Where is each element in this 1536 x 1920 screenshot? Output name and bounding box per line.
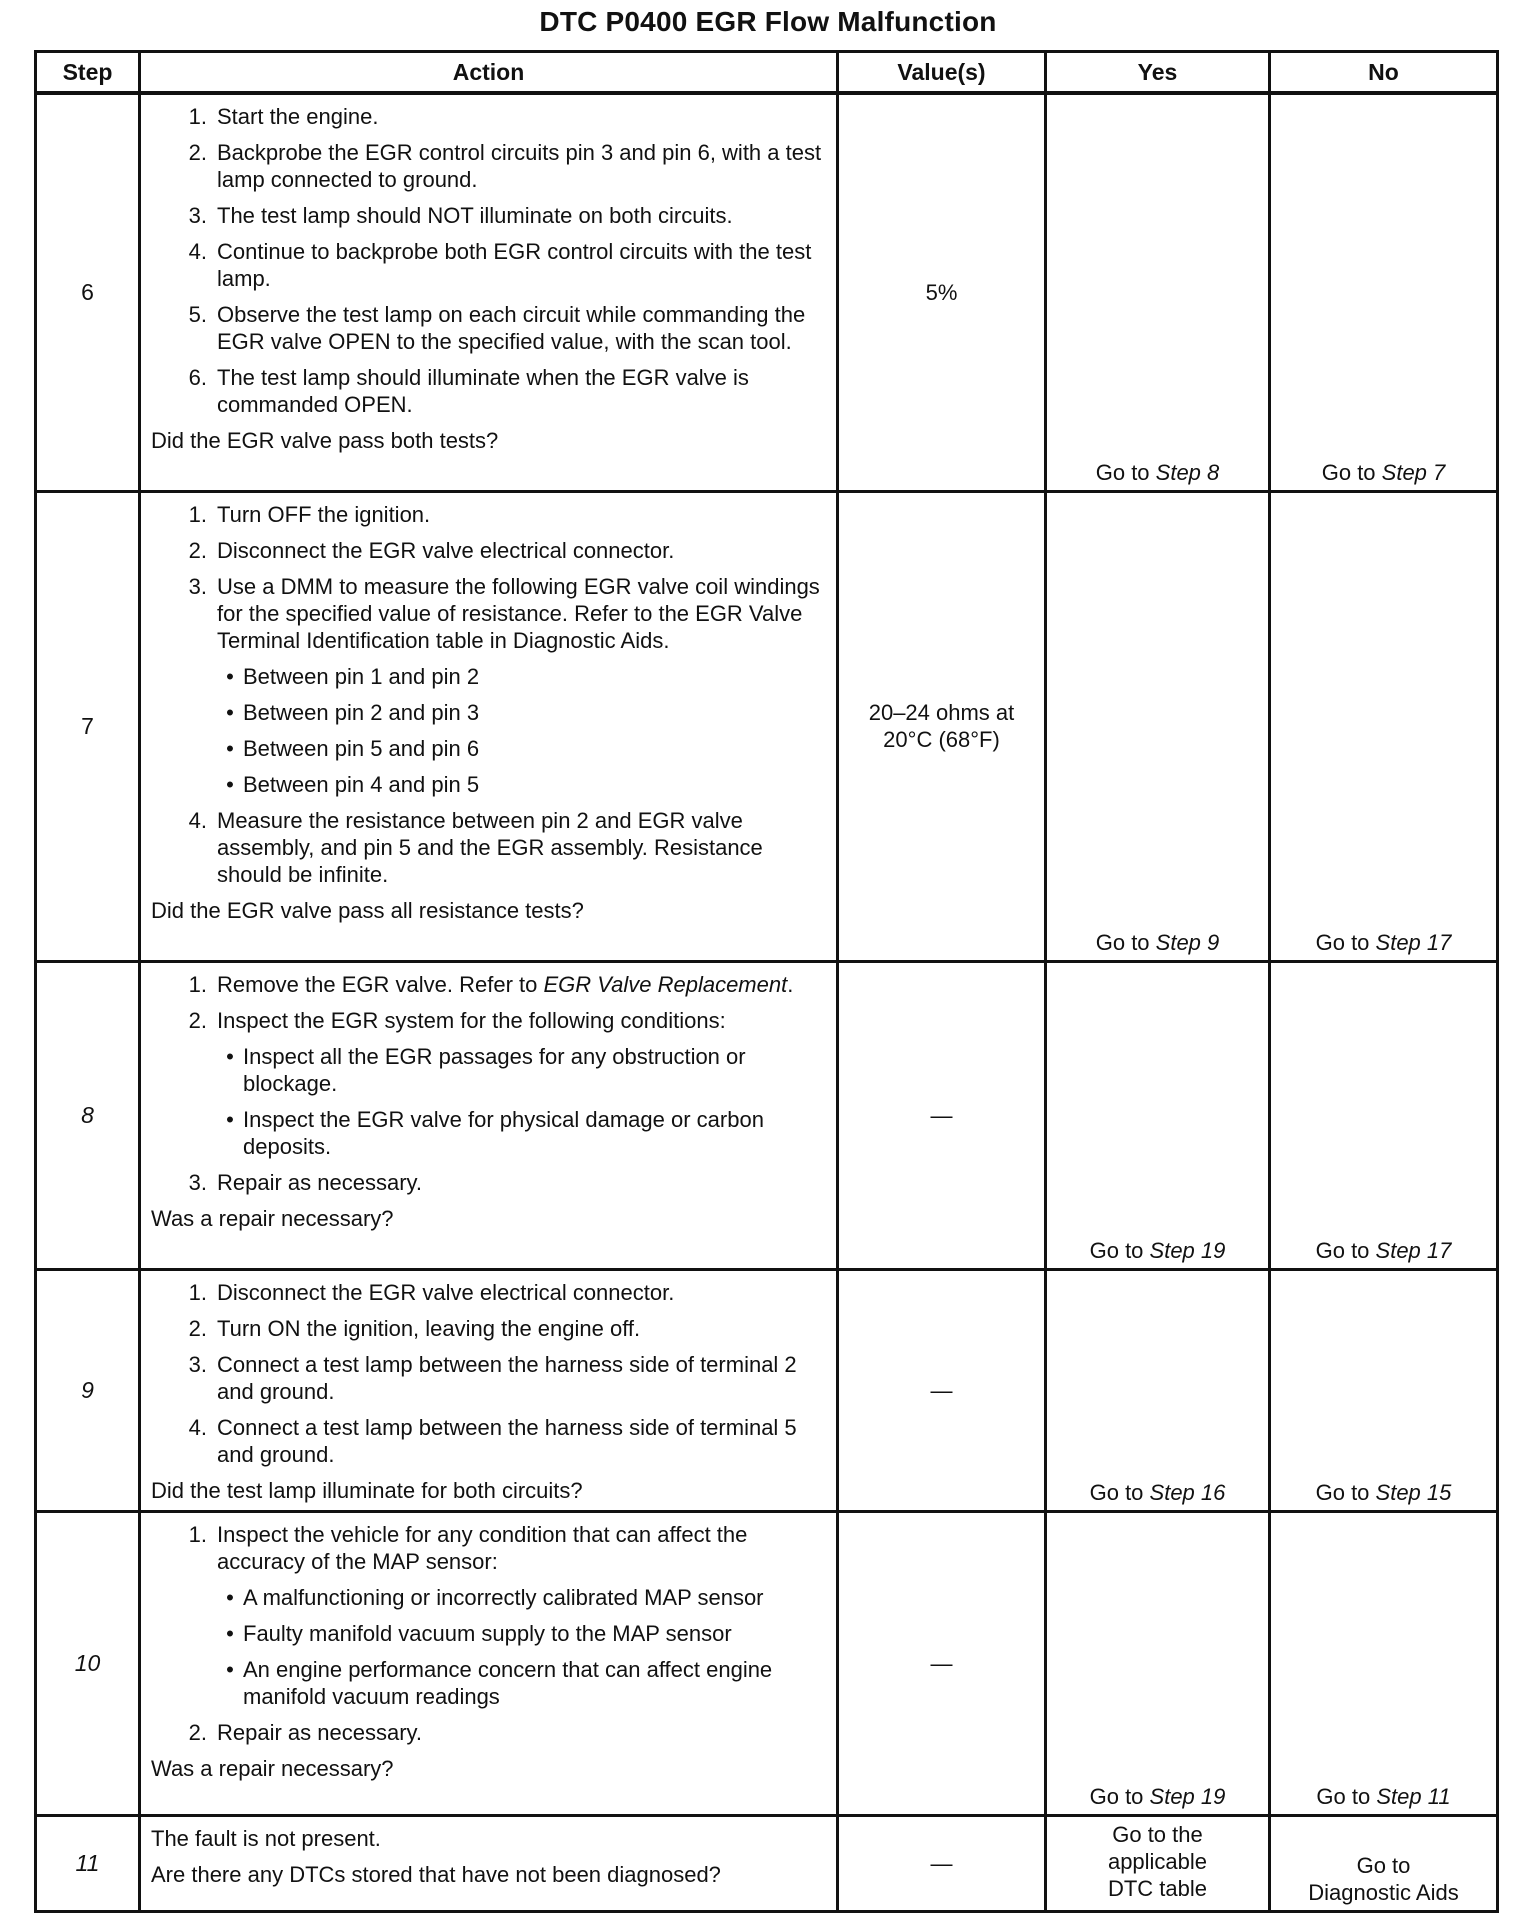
section-reference: EGR Valve Replacement <box>543 971 788 997</box>
value-cell: — <box>838 1511 1046 1815</box>
action-question: Was a repair necessary? <box>151 1205 394 1231</box>
step-number-label: 2. <box>188 537 207 563</box>
action-cell <box>140 491 838 961</box>
bullet-item: • Inspect the EGR valve for physical damage or carbon deposits. <box>226 1106 764 1159</box>
step-number-label: 4. <box>188 807 207 833</box>
no-line: Go to <box>1356 1852 1411 1878</box>
header-action: Action <box>140 52 838 94</box>
action-step: 4. Connect a test lamp between the harness side of terminal 5 and ground. <box>151 1414 826 1468</box>
yes-cell: Go to Step 19 <box>1046 961 1270 1269</box>
page-title: DTC P0400 EGR Flow Malfunction <box>539 6 997 37</box>
action-step: 1. Turn OFF the ignition. <box>151 501 826 528</box>
step-number-label: 1. <box>188 1521 207 1547</box>
step-number-label: 4. <box>188 239 207 264</box>
value-cell: — <box>838 1269 1046 1511</box>
bullet-item: • Faulty manifold vacuum supply to the MAP sensor <box>226 1620 732 1646</box>
yes-cell: Go to Step 9 <box>1046 491 1270 961</box>
value-line: 20°C (68°F) <box>883 727 1000 752</box>
yes-line: applicable <box>1107 1848 1208 1874</box>
no-line: Diagnostic Aids <box>1308 1879 1459 1905</box>
step-number: 6 <box>36 93 140 491</box>
no-cell: Go to Step 17 <box>1270 961 1498 1269</box>
no-cell: Go to Step 7 <box>1270 93 1498 491</box>
yes-cell: Go to Step 8 <box>1046 93 1270 491</box>
bullet-item: • Between pin 2 and pin 3 <box>226 699 480 725</box>
step-number-label: 1. <box>188 971 207 997</box>
action-line: The fault is not present. <box>151 1825 381 1851</box>
action-step: 2. Turn ON the ignition, leaving the engine off. <box>151 1315 826 1342</box>
yes-line: DTC table <box>1107 1875 1208 1901</box>
header-value: Value(s) <box>838 52 1046 94</box>
action-step: 1. Inspect the vehicle for any condition that can affect the accuracy of the MAP sensor: <box>151 1521 826 1575</box>
step-reference: Step 19 <box>1149 1237 1226 1263</box>
value-cell: — <box>838 961 1046 1269</box>
action-question: Did the EGR valve pass both tests? <box>151 428 499 453</box>
yes-cell: Go to Step 16 <box>1046 1269 1270 1511</box>
action-step: 3. The test lamp should NOT illuminate on both circuits. <box>151 202 826 229</box>
no-cell: Go to Step 11 <box>1270 1511 1498 1815</box>
action-cell <box>140 1815 838 1911</box>
action-step: 2. Inspect the EGR system for the following conditions: <box>151 1007 826 1034</box>
action-step: 1. Disconnect the EGR valve electrical connector. <box>151 1279 826 1306</box>
step-reference: Step 8 <box>1155 459 1220 485</box>
step-number-label: 4. <box>188 1414 207 1440</box>
step-number-label: 5. <box>188 302 207 327</box>
action-step: 4. Measure the resistance between pin 2 and EGR valve assembly, and pin 5 and the EGR assembly. Resistance should be infinite. <box>151 807 826 888</box>
step-reference: Step 19 <box>1149 1783 1226 1809</box>
diagnostic-table <box>34 50 1499 1913</box>
action-step: 1. Start the engine. <box>151 103 826 130</box>
value-cell <box>838 491 1046 961</box>
value-cell: — <box>838 1815 1046 1911</box>
step-number-label: 3. <box>188 1169 207 1195</box>
yes-cell: Go to Step 19 <box>1046 1511 1270 1815</box>
bullet-item: • A malfunctioning or incorrectly calibrated MAP sensor <box>226 1584 764 1610</box>
step-number-label: 1. <box>188 1279 207 1305</box>
step-number-label: 3. <box>188 573 207 599</box>
action-step: 2. Repair as necessary. <box>151 1719 826 1746</box>
step-reference: Step 16 <box>1149 1479 1226 1505</box>
table-row <box>36 961 1498 1269</box>
step-number: 10 <box>36 1511 140 1815</box>
action-step: 6. The test lamp should illuminate when the EGR valve is commanded OPEN. <box>151 364 826 418</box>
action-step: 3. Repair as necessary. <box>151 1169 826 1196</box>
step-reference: Step 17 <box>1375 1237 1452 1263</box>
step-number-label: 1. <box>188 104 207 129</box>
bullet-item: • Between pin 4 and pin 5 <box>226 771 480 797</box>
table-row <box>36 1511 1498 1815</box>
action-step: 1. Remove the EGR valve. Refer to EGR Valve Replacement. <box>151 971 826 998</box>
step-number: 9 <box>36 1269 140 1511</box>
bullet-item: • Between pin 5 and pin 6 <box>226 735 480 761</box>
action-cell <box>140 961 838 1269</box>
no-cell: Go to Step 15 <box>1270 1269 1498 1511</box>
header-step: Step <box>36 52 140 94</box>
table-row <box>36 491 1498 961</box>
value-line: 20–24 ohms at <box>868 700 1015 725</box>
yes-line: Go to the <box>1112 1821 1203 1847</box>
header-yes: Yes <box>1046 52 1270 94</box>
action-step: 4. Continue to backprobe both EGR control circuits with the test lamp. <box>151 238 826 292</box>
step-reference: Step 7 <box>1381 459 1446 485</box>
no-cell <box>1270 1815 1498 1911</box>
step-number-label: 2. <box>188 1719 207 1745</box>
action-step: 2. Disconnect the EGR valve electrical connector. <box>151 537 826 564</box>
step-reference: Step 11 <box>1376 1783 1451 1809</box>
table-header-row <box>36 52 1498 94</box>
step-number-label: 6. <box>188 365 207 390</box>
yes-cell <box>1046 1815 1270 1911</box>
step-number: 7 <box>36 491 140 961</box>
action-cell <box>140 1269 838 1511</box>
step-number: 11 <box>36 1815 140 1911</box>
action-question: Did the EGR valve pass all resistance tests? <box>151 897 584 923</box>
header-no: No <box>1270 52 1498 94</box>
bullet-item: • An engine performance concern that can affect engine manifold vacuum readings <box>226 1656 773 1709</box>
step-reference: Step 15 <box>1375 1479 1452 1505</box>
step-reference: Step 17 <box>1375 929 1452 955</box>
step-number-label: 3. <box>188 203 207 228</box>
table-row <box>36 93 1498 491</box>
step-number-label: 1. <box>188 501 207 527</box>
bullet-item: • Inspect all the EGR passages for any obstruction or blockage. <box>226 1043 746 1096</box>
value-cell: 5% <box>838 93 1046 491</box>
action-step: 3. Use a DMM to measure the following EGR valve coil windings for the specified value of resistance. Refer to the EGR Valve Terminal Identification table in Diagnostic Aids. <box>151 573 826 654</box>
action-question: Are there any DTCs stored that have not been diagnosed? <box>151 1861 721 1887</box>
table-row <box>36 1815 1498 1911</box>
step-number-label: 2. <box>188 1315 207 1341</box>
action-step: 3. Connect a test lamp between the harness side of terminal 2 and ground. <box>151 1351 826 1405</box>
table-row <box>36 1269 1498 1511</box>
step-number-label: 2. <box>188 140 207 165</box>
action-step: 2. Backprobe the EGR control circuits pin 3 and pin 6, with a test lamp connected to ground. <box>151 139 826 193</box>
action-cell <box>140 1511 838 1815</box>
no-cell: Go to Step 17 <box>1270 491 1498 961</box>
step-reference: Step 9 <box>1155 929 1220 955</box>
step-number-label: 3. <box>188 1351 207 1377</box>
action-cell <box>140 93 838 491</box>
bullet-item: • Between pin 1 and pin 2 <box>226 663 480 689</box>
action-question: Was a repair necessary? <box>151 1755 394 1781</box>
step-number-label: 2. <box>188 1007 207 1033</box>
action-step: 5. Observe the test lamp on each circuit while commanding the EGR valve OPEN to the specified value, with the scan tool. <box>151 301 826 355</box>
action-question: Did the test lamp illuminate for both circuits? <box>151 1477 583 1503</box>
step-number: 8 <box>36 961 140 1269</box>
